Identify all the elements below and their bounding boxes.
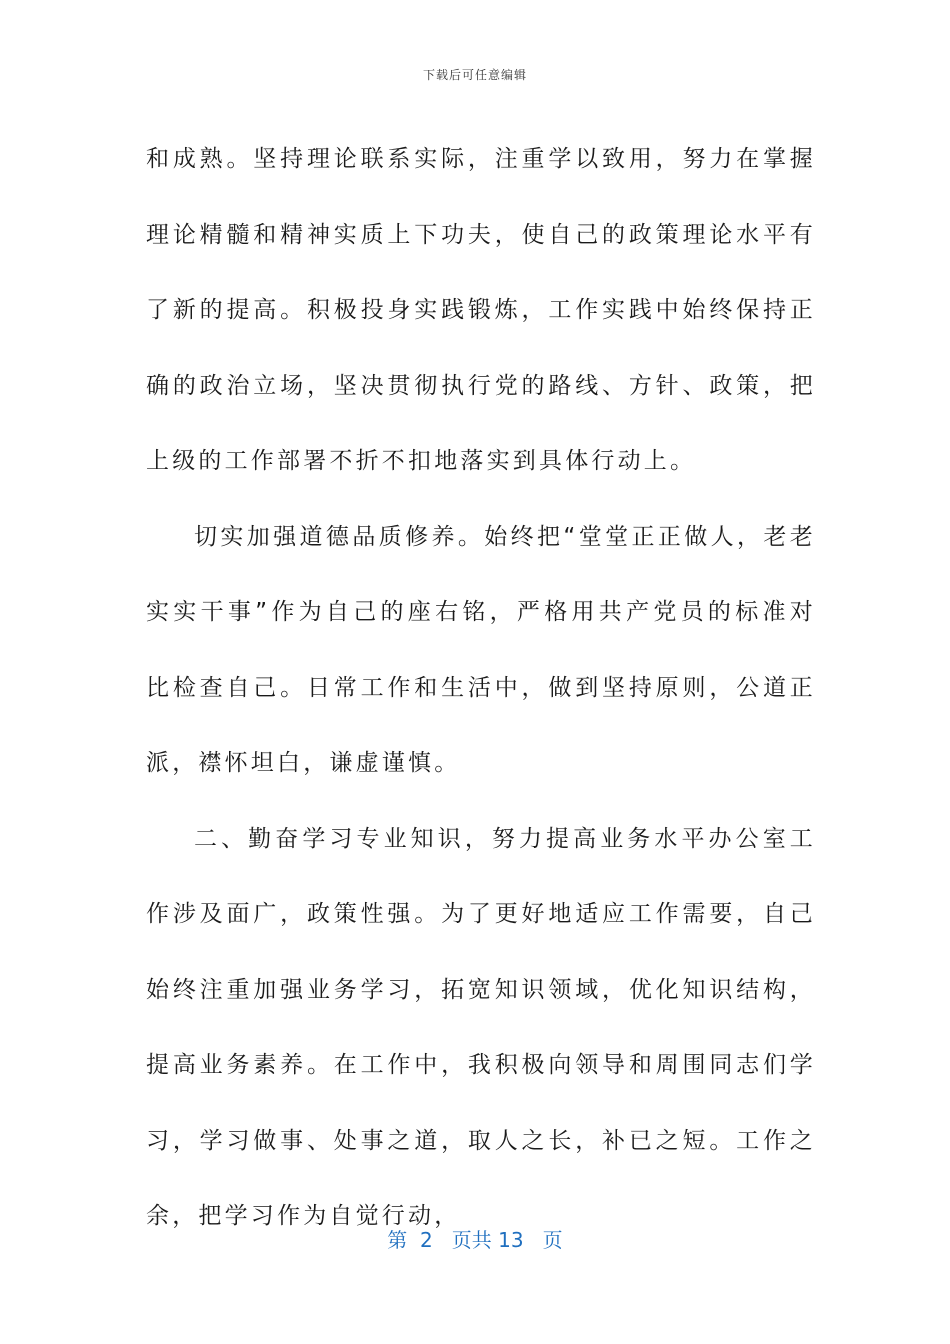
document-body <box>146 122 816 1255</box>
paragraph-3: 二、勤奋学习专业知识，努力提高业务水平办公室工作涉及面广，政策性强。为了更好地适应工作需要，自己始终注重加强业务学习，拓宽知识领域，优化知识结构，提高业务素养。在工作中，我积极向领导和周围同志们学习，学习做事、处事之道，取人之长，补已之短。工作之余，把学习作为自觉行动， <box>146 825 816 1229</box>
paragraph-2: 切实加强道德品质修养。始终把“堂堂正正做人，老老实实干事”作为自己的座右铭，严格用共产党员的标准对比检查自己。日常工作和生活中，做到坚持原则，公道正派，襟怀坦白，谦虚谨慎。 <box>146 523 816 776</box>
page-header: 下载后可任意编辑 <box>422 68 527 82</box>
page-number-footer: 第 2 页共 13 页 <box>387 1228 563 1252</box>
paragraph-1: 和成熟。坚持理论联系实际，注重学以致用，努力在掌握理论精髓和精神实质上下功夫，使自己的政策理论水平有了新的提高。积极投身实践锻炼，工作实践中始终保持正确的政治立场，坚决贯彻执行党的路线、方针、政策，把上级的工作部署不折不扣地落实到具体行动上。 <box>146 146 816 474</box>
